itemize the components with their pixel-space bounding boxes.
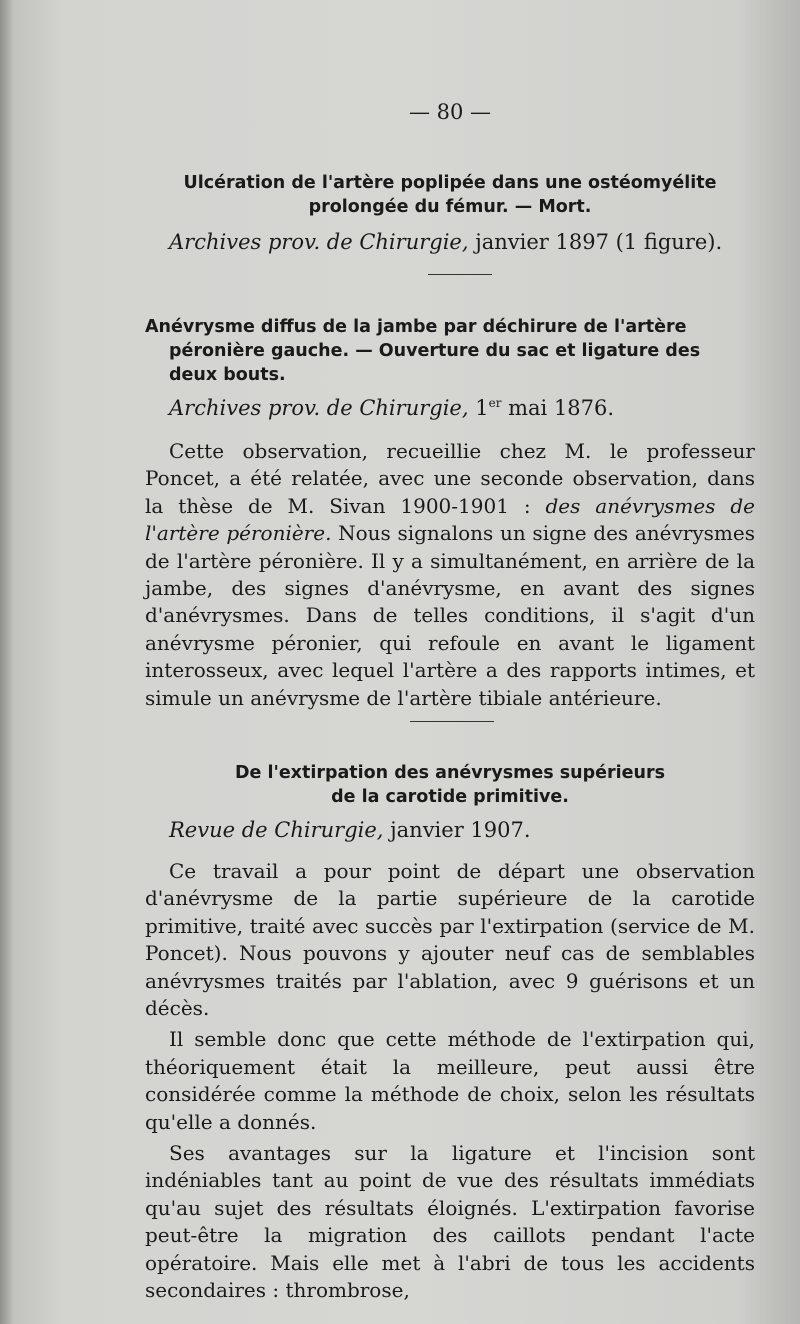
section3-title-line1: De l'extirpation des anévrysmes supérieurs — [234, 763, 666, 783]
section2-title-line1: Anévrysme diffus de la jambe par déchirure de l'artère — [145, 317, 687, 337]
section3-date: janvier 1907. — [390, 818, 531, 842]
section1-date: janvier 1897 (1 figure). — [475, 230, 723, 254]
section2-journal: Archives prov. de Chirurgie, — [169, 396, 469, 420]
section1-journal: Archives prov. de Chirurgie, — [169, 230, 469, 254]
book-spine-shadow — [0, 0, 14, 1324]
section2-title-line2: péronière gauche. — Ouverture du sac et ligature des — [169, 341, 701, 361]
section2-day-sup: er — [488, 396, 502, 410]
section3-paragraph-2: Il semble donc que cette méthode de l'extirpation qui, théoriquement était la meilleure, peut aussi être considérée comme la méthode de choix, selon les résultats qu'elle a donnés. — [145, 1027, 755, 1134]
section3-body — [145, 858, 755, 1309]
section2-paragraph — [145, 438, 755, 712]
section3-paragraph-1: Ce travail a pour point de départ une observation d'anévrysme de la partie supérieure de la carotide primitive, traité avec succès par l'extirpation (service de M. Poncet). Nous pouvons y ajouter neuf cas de semblables anévrysmes traités par l'ablation, avec 9 guérisons et un décès. — [145, 859, 755, 1021]
section3-journal: Revue de Chirurgie, — [169, 818, 384, 842]
section2-body — [145, 438, 755, 716]
section3-reference — [169, 818, 531, 842]
section1-reference — [169, 230, 722, 254]
section3-paragraph-3: Ses avantages sur la ligature et l'incision sont indéniables tant au point de vue des résultats immédiats qu'au sujet des résultats éloignés. L'extirpation favorise peut-être la migration des caillots pendant l'acte opératoire. Mais elle met à l'abri de tous les accidents secondaires : thrombrose, — [145, 1141, 755, 1303]
section1-title-line1: Ulcération de l'artère poplipée dans une ostéomyélite — [183, 173, 717, 193]
separator-rule-1 — [428, 274, 492, 275]
section2-month: mai 1876. — [508, 396, 615, 420]
section2-reference — [169, 396, 614, 420]
section2-para-b: Nous signalons un signe des anévrysmes de l'artère péronière. Il y a simultanément, en arrière de la jambe, des signes d'anévrysme, en avant des signes d'anévrysmes. Dans de telles conditions, il s'agit d'un anévrysme péronier, qui refoule en avant le ligament interosseux, avec lequel l'artère a des rapports intimes, et simule un anévrysme de l'artère tibiale antérieure. — [145, 521, 755, 710]
section2-para-a: Cette observation, recueillie chez M. le professeur Poncet, a été relatée, avec une seconde observation, dans la thèse de M. Sivan 1900-1901 : — [145, 439, 755, 518]
section2-para-italic: des anévrysmes de l'artère péronière. — [145, 493, 755, 546]
section1-title-line2: prolongée du fémur. — Mort. — [308, 197, 592, 217]
section3-title-line2: de la carotide primitive. — [331, 787, 569, 807]
section2-title-line3: deux bouts. — [169, 365, 286, 385]
section2-day: 1 — [475, 396, 489, 420]
page-number: — 80 — — [408, 100, 492, 124]
separator-rule-2 — [410, 721, 494, 722]
